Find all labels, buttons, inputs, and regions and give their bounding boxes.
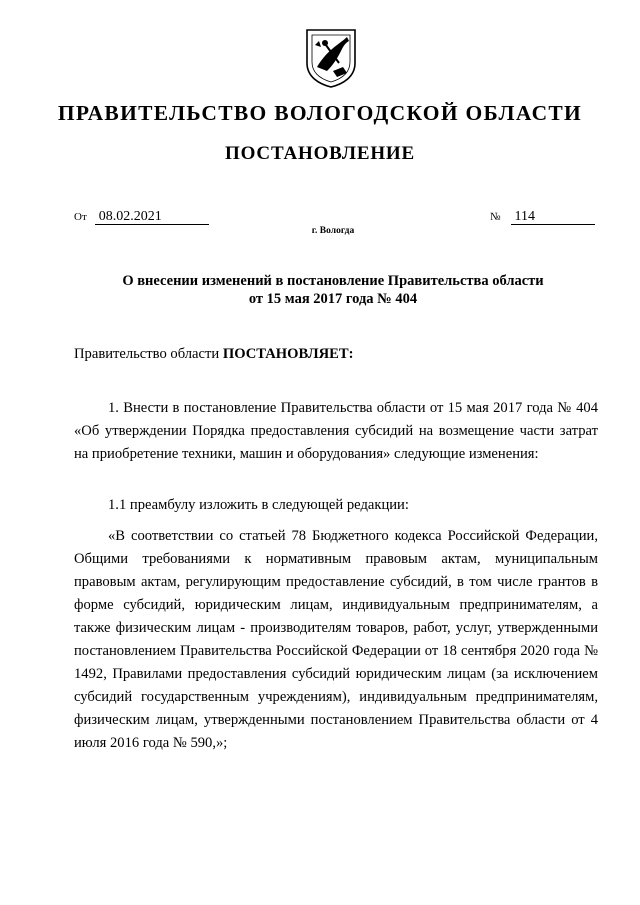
subject-line-2: от 15 мая 2017 года № 404 [248,291,418,307]
number-value: 114 [511,209,595,225]
date-field [74,207,209,225]
government-title: ПРАВИТЕЛЬСТВО ВОЛОГОДСКОЙ ОБЛАСТИ [57,101,583,125]
document-type-title: ПОСТАНОВЛЕНИЕ [225,143,415,164]
number-prefix: № [490,211,501,223]
decree-keyword: ПОСТАНОВЛЯЕТ: [222,346,354,362]
decree-line [74,343,598,366]
date-prefix: От [74,211,87,223]
city-label: г. Вологда [311,226,355,236]
document-subject [0,272,640,308]
paragraph-1-1: 1.1 преамбулу изложить в следующей редакции: [108,497,409,513]
paragraph-1: 1. Внести в постановление Правительства области от 15 мая 2017 года № 404 «Об утверждении Порядка предоставления субсидий на возмещение части затрат на приобретение техники, машин и оборудования» следующие изменения: [74,400,598,462]
coat-of-arms-emblem [303,27,359,89]
date-value: 08.02.2021 [95,209,209,225]
paragraph-2-quote: «В соответствии со статьей 78 Бюджетного кодекса Российской Федерации, Общими требованиями к нормативным правовым актам, муниципальным правовым актам, регулирующим предоставление субсидий, в том числе грантов в форме субсидий, юридическим лицам, индивидуальным предпринимателям, а также физическим лицам - производителям товаров, работ, услуг, утвержденными постановлением Правительства Российской Федерации от 18 сентября 2020 года № 1492, Правилами предоставления субсидий юридическим лицам (за исключением субсидий государственным учреждениям), индивидуальным предпринимателям, физическим лицам, утвержденными постановлением Правительства области от 4 июля 2016 года № 590,»; [74,528,598,751]
subject-line-1: О внесении изменений в постановление Правительства области [122,273,544,289]
number-field [490,207,595,225]
decree-prefix: Правительство области [74,346,223,362]
